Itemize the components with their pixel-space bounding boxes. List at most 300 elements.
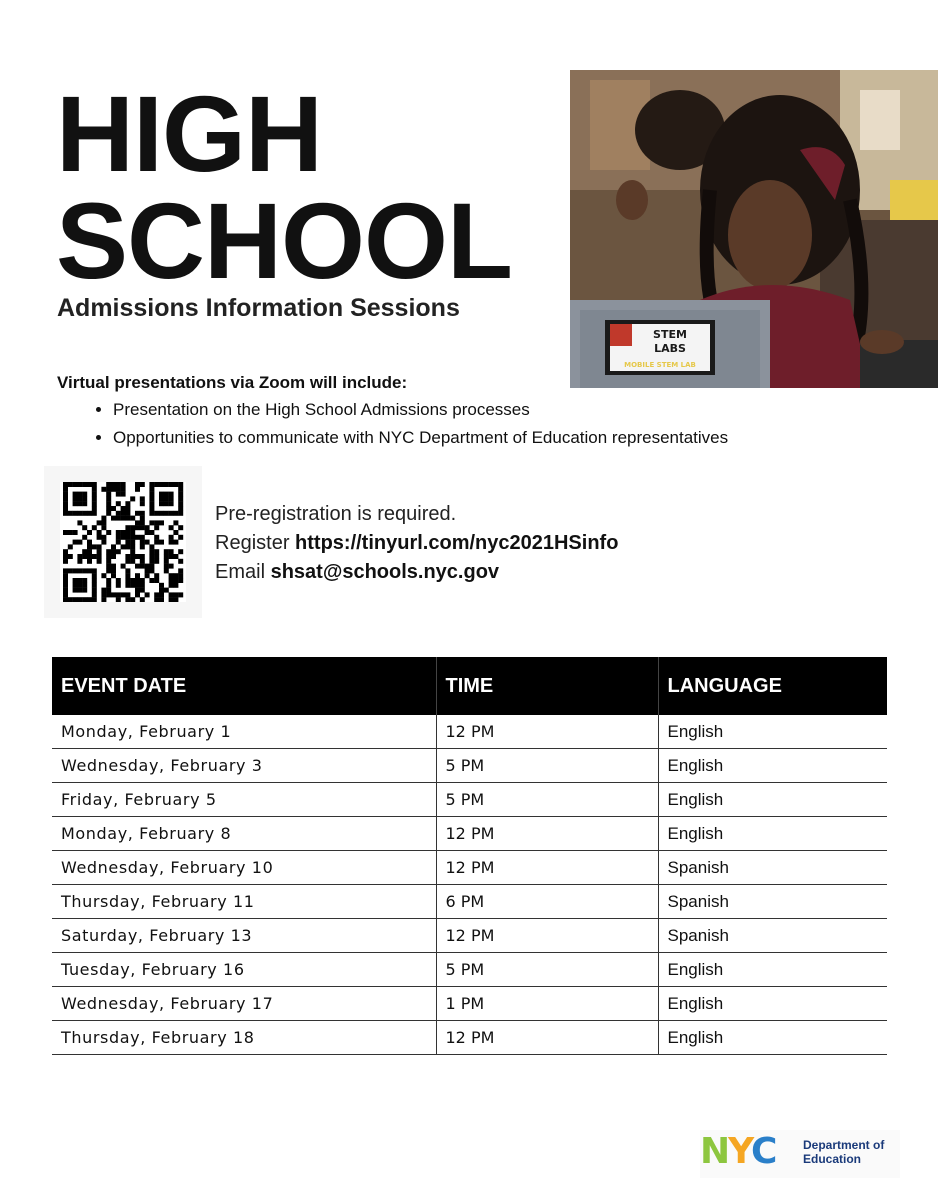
qr-module	[154, 535, 159, 540]
qr-module	[63, 578, 68, 583]
time-cell: 6 PM	[436, 885, 658, 919]
qr-module	[130, 516, 135, 521]
qr-module	[149, 559, 154, 564]
qr-module	[106, 554, 111, 559]
qr-module	[140, 511, 145, 516]
qr-module	[121, 564, 126, 569]
qr-module	[87, 549, 92, 554]
registration-block	[215, 500, 618, 587]
qr-module	[73, 568, 78, 573]
preregistration-note: Pre-registration is required.	[215, 503, 457, 525]
event-date-cell: Friday, February 5	[52, 783, 436, 817]
qr-module	[77, 559, 82, 564]
qr-module	[159, 496, 164, 501]
qr-module	[125, 554, 130, 559]
qr-module	[125, 535, 130, 540]
qr-module	[106, 592, 111, 597]
time-cell: 5 PM	[436, 953, 658, 987]
qr-module	[135, 592, 140, 597]
qr-module	[116, 482, 121, 487]
qr-module	[149, 487, 154, 492]
qr-module	[63, 482, 68, 487]
qr-module	[178, 578, 183, 583]
qr-module	[68, 530, 73, 535]
qr-module	[169, 554, 174, 559]
qr-module	[130, 544, 135, 549]
qr-module	[82, 554, 87, 559]
qr-module	[77, 496, 82, 501]
qr-module	[130, 549, 135, 554]
qr-module	[173, 597, 178, 602]
qr-module	[154, 525, 159, 530]
student-laptop-photo	[570, 70, 938, 388]
intro-bullet: • Opportunities to communicate with NYC Department of Education representatives	[113, 427, 917, 448]
qr-module	[159, 511, 164, 516]
qr-module	[149, 568, 154, 573]
qr-module	[92, 588, 97, 593]
table-row	[52, 919, 887, 953]
language-cell: English	[658, 783, 887, 817]
qr-module	[121, 482, 126, 487]
title-line-1: HIGH	[56, 73, 322, 194]
qr-module	[178, 549, 183, 554]
qr-module	[149, 578, 154, 583]
qr-module	[116, 549, 121, 554]
qr-module	[130, 597, 135, 602]
qr-module	[101, 540, 106, 545]
event-date-cell: Wednesday, February 17	[52, 987, 436, 1021]
qr-module	[82, 501, 87, 506]
qr-module	[77, 482, 82, 487]
qr-module	[169, 535, 174, 540]
qr-module	[173, 511, 178, 516]
qr-module	[82, 496, 87, 501]
qr-module	[173, 482, 178, 487]
language-cell: English	[658, 953, 887, 987]
qr-module	[121, 516, 126, 521]
qr-module	[135, 535, 140, 540]
qr-module	[149, 544, 154, 549]
qr-module	[169, 597, 174, 602]
table-row	[52, 885, 887, 919]
time-cell: 12 PM	[436, 919, 658, 953]
qr-module	[73, 530, 78, 535]
qr-module	[116, 535, 121, 540]
qr-module	[154, 520, 159, 525]
qr-module	[178, 592, 183, 597]
qr-module	[63, 559, 68, 564]
nyc-wordmark	[700, 1131, 776, 1172]
qr-module	[125, 506, 130, 511]
qr-module	[73, 583, 78, 588]
qr-module	[63, 501, 68, 506]
qr-module	[135, 573, 140, 578]
qr-module	[63, 588, 68, 593]
qr-module	[125, 516, 130, 521]
qr-module	[77, 568, 82, 573]
qr-module	[178, 568, 183, 573]
qr-module	[82, 583, 87, 588]
nyc-doe-logo	[700, 1130, 900, 1178]
qr-module	[68, 482, 73, 487]
qr-module	[140, 597, 145, 602]
qr-module	[92, 583, 97, 588]
qr-module	[77, 597, 82, 602]
qr-module	[111, 516, 116, 521]
qr-module	[82, 568, 87, 573]
page-subtitle: Admissions Information Sessions	[57, 294, 460, 322]
qr-module	[111, 544, 116, 549]
qr-module	[135, 583, 140, 588]
time-cell: 12 PM	[436, 817, 658, 851]
qr-module	[82, 482, 87, 487]
qr-code[interactable]	[44, 466, 202, 618]
qr-module	[178, 559, 183, 564]
qr-module	[111, 592, 116, 597]
qr-module	[169, 496, 174, 501]
qr-module	[92, 568, 97, 573]
qr-module	[116, 501, 121, 506]
department-line-2: Education	[803, 1152, 862, 1166]
language-cell: English	[658, 715, 887, 749]
qr-module	[101, 597, 106, 602]
qr-module	[149, 482, 154, 487]
sticker-line-2: LABS	[654, 342, 686, 355]
qr-module	[125, 530, 130, 535]
qr-module	[149, 496, 154, 501]
language-cell: Spanish	[658, 885, 887, 919]
qr-module	[101, 592, 106, 597]
qr-module	[149, 501, 154, 506]
qr-module	[164, 549, 169, 554]
qr-module	[169, 583, 174, 588]
qr-module	[125, 583, 130, 588]
qr-module	[173, 554, 178, 559]
language-cell: English	[658, 749, 887, 783]
qr-module	[149, 520, 154, 525]
qr-module	[106, 564, 111, 569]
qr-module	[169, 573, 174, 578]
qr-module	[73, 501, 78, 506]
qr-module	[116, 597, 121, 602]
time-cell: 12 PM	[436, 1021, 658, 1055]
qr-module	[173, 578, 178, 583]
qr-module	[164, 496, 169, 501]
qr-module	[130, 496, 135, 501]
qr-module	[101, 573, 106, 578]
qr-module	[77, 554, 82, 559]
qr-module	[140, 525, 145, 530]
qr-module	[106, 492, 111, 497]
qr-module	[116, 540, 121, 545]
qr-module	[154, 573, 159, 578]
qr-module	[135, 487, 140, 492]
time-cell: 12 PM	[436, 715, 658, 749]
qr-module	[140, 588, 145, 593]
qr-module	[121, 535, 126, 540]
intro-section	[57, 373, 917, 456]
qr-module	[125, 511, 130, 516]
qr-module	[164, 559, 169, 564]
nyc-letter-c: C	[750, 1131, 776, 1172]
qr-module	[130, 535, 135, 540]
qr-module	[140, 482, 145, 487]
qr-module	[111, 549, 116, 554]
qr-module	[73, 492, 78, 497]
qr-module	[125, 525, 130, 530]
qr-module	[63, 583, 68, 588]
qr-module	[178, 506, 183, 511]
qr-module	[92, 525, 97, 530]
qr-module	[111, 487, 116, 492]
qr-module	[121, 492, 126, 497]
qr-module	[106, 583, 111, 588]
qr-module	[140, 540, 145, 545]
qr-module	[92, 501, 97, 506]
qr-module	[164, 588, 169, 593]
qr-module	[140, 564, 145, 569]
qr-module	[63, 506, 68, 511]
language-cell: English	[658, 987, 887, 1021]
qr-module	[116, 492, 121, 497]
qr-module	[140, 544, 145, 549]
qr-module	[82, 525, 87, 530]
qr-module	[63, 554, 68, 559]
qr-module	[145, 592, 150, 597]
qr-module	[116, 530, 121, 535]
qr-module	[87, 511, 92, 516]
qr-module	[101, 487, 106, 492]
qr-module	[92, 511, 97, 516]
qr-module	[164, 564, 169, 569]
qr-module	[178, 573, 183, 578]
qr-module	[63, 568, 68, 573]
qr-module	[111, 564, 116, 569]
qr-module	[97, 554, 102, 559]
qr-module	[154, 540, 159, 545]
qr-module	[178, 511, 183, 516]
qr-module	[173, 583, 178, 588]
qr-module	[63, 492, 68, 497]
qr-module	[149, 492, 154, 497]
qr-module	[149, 506, 154, 511]
qr-module	[159, 520, 164, 525]
qr-module	[145, 564, 150, 569]
qr-module	[145, 568, 150, 573]
qr-module	[169, 549, 174, 554]
qr-module	[173, 530, 178, 535]
qr-module	[97, 549, 102, 554]
header-event-date: EVENT DATE	[52, 657, 436, 715]
qr-module	[82, 492, 87, 497]
qr-module	[140, 554, 145, 559]
qr-module	[92, 554, 97, 559]
qr-module	[125, 540, 130, 545]
qr-module	[106, 578, 111, 583]
time-cell: 5 PM	[436, 749, 658, 783]
qr-module	[87, 554, 92, 559]
qr-module	[101, 588, 106, 593]
qr-module	[121, 487, 126, 492]
qr-module	[82, 597, 87, 602]
qr-module	[173, 540, 178, 545]
table-row	[52, 715, 887, 749]
event-date-cell: Thursday, February 18	[52, 1021, 436, 1055]
table-row	[52, 851, 887, 885]
qr-module	[106, 511, 111, 516]
qr-module	[73, 540, 78, 545]
qr-module	[178, 535, 183, 540]
qr-module	[92, 573, 97, 578]
qr-module	[73, 578, 78, 583]
qr-module	[121, 544, 126, 549]
qr-module	[173, 573, 178, 578]
qr-module	[82, 588, 87, 593]
qr-module	[159, 501, 164, 506]
qr-module	[92, 487, 97, 492]
qr-module	[135, 511, 140, 516]
qr-module	[154, 549, 159, 554]
qr-module	[73, 588, 78, 593]
time-cell: 12 PM	[436, 851, 658, 885]
qr-module	[92, 578, 97, 583]
qr-module	[145, 573, 150, 578]
qr-module	[111, 554, 116, 559]
qr-module	[154, 511, 159, 516]
qr-module	[111, 506, 116, 511]
qr-module	[106, 588, 111, 593]
qr-module	[154, 597, 159, 602]
email-line	[215, 558, 618, 587]
qr-module	[68, 544, 73, 549]
qr-module	[159, 540, 164, 545]
qr-module	[121, 506, 126, 511]
register-link[interactable]: https://tinyurl.com/nyc2021HSinfo	[295, 532, 619, 554]
title-line-2: SCHOOL	[56, 180, 513, 301]
qr-module	[87, 540, 92, 545]
qr-module	[164, 501, 169, 506]
qr-module	[97, 544, 102, 549]
qr-module	[135, 520, 140, 525]
qr-module	[106, 549, 111, 554]
qr-module	[135, 482, 140, 487]
qr-module	[140, 496, 145, 501]
qr-module	[116, 583, 121, 588]
qr-module	[140, 559, 145, 564]
qr-module	[111, 482, 116, 487]
qr-module	[178, 525, 183, 530]
qr-module	[77, 501, 82, 506]
qr-module	[63, 573, 68, 578]
qr-module	[130, 559, 135, 564]
qr-module	[140, 516, 145, 521]
qr-module	[145, 540, 150, 545]
qr-module	[73, 496, 78, 501]
table-row	[52, 953, 887, 987]
qr-module	[130, 540, 135, 545]
email-link[interactable]: shsat@schools.nyc.gov	[270, 561, 500, 583]
qr-module	[73, 597, 78, 602]
qr-module	[77, 520, 82, 525]
qr-module	[63, 597, 68, 602]
qr-module	[125, 578, 130, 583]
qr-module	[169, 592, 174, 597]
time-cell: 5 PM	[436, 783, 658, 817]
qr-module	[77, 492, 82, 497]
qr-module	[73, 511, 78, 516]
qr-module	[63, 592, 68, 597]
qr-module	[63, 511, 68, 516]
qr-module	[140, 535, 145, 540]
qr-module	[130, 530, 135, 535]
qr-module	[92, 496, 97, 501]
qr-module	[97, 520, 102, 525]
table-row	[52, 987, 887, 1021]
qr-module	[92, 492, 97, 497]
qr-code-icon	[60, 482, 186, 602]
qr-module	[178, 487, 183, 492]
qr-module	[140, 578, 145, 583]
header-time: TIME	[436, 657, 658, 715]
event-date-cell: Wednesday, February 3	[52, 749, 436, 783]
qr-module	[106, 506, 111, 511]
qr-module	[169, 578, 174, 583]
qr-module	[87, 568, 92, 573]
qr-module	[101, 525, 106, 530]
qr-module	[149, 511, 154, 516]
qr-module	[154, 592, 159, 597]
qr-module	[92, 592, 97, 597]
qr-module	[164, 568, 169, 573]
qr-module	[101, 535, 106, 540]
qr-module	[130, 578, 135, 583]
qr-module	[101, 516, 106, 521]
qr-module	[130, 554, 135, 559]
qr-module	[106, 482, 111, 487]
qr-module	[77, 583, 82, 588]
qr-module	[121, 592, 126, 597]
qr-module	[116, 516, 121, 521]
qr-module	[149, 554, 154, 559]
language-cell: Spanish	[658, 851, 887, 885]
qr-module	[135, 588, 140, 593]
photo-illustration	[570, 70, 938, 388]
qr-module	[135, 578, 140, 583]
qr-module	[82, 535, 87, 540]
qr-module	[92, 544, 97, 549]
qr-module	[116, 578, 121, 583]
qr-module	[111, 573, 116, 578]
qr-module	[77, 578, 82, 583]
event-date-cell: Monday, February 8	[52, 817, 436, 851]
qr-module	[106, 487, 111, 492]
table-header-row	[52, 657, 887, 715]
qr-module	[178, 492, 183, 497]
header-language: LANGUAGE	[658, 657, 887, 715]
table-row	[52, 817, 887, 851]
qr-module	[164, 482, 169, 487]
qr-module	[111, 568, 116, 573]
qr-module	[125, 559, 130, 564]
qr-module	[82, 549, 87, 554]
qr-module	[106, 530, 111, 535]
qr-module	[97, 559, 102, 564]
qr-module	[77, 540, 82, 545]
register-label: Register	[215, 532, 296, 554]
intro-bullet: • Presentation on the High School Admissions processes	[113, 399, 917, 420]
email-label: Email	[215, 561, 271, 583]
sticker-line-3: MOBILE STEM LAB	[624, 361, 696, 369]
